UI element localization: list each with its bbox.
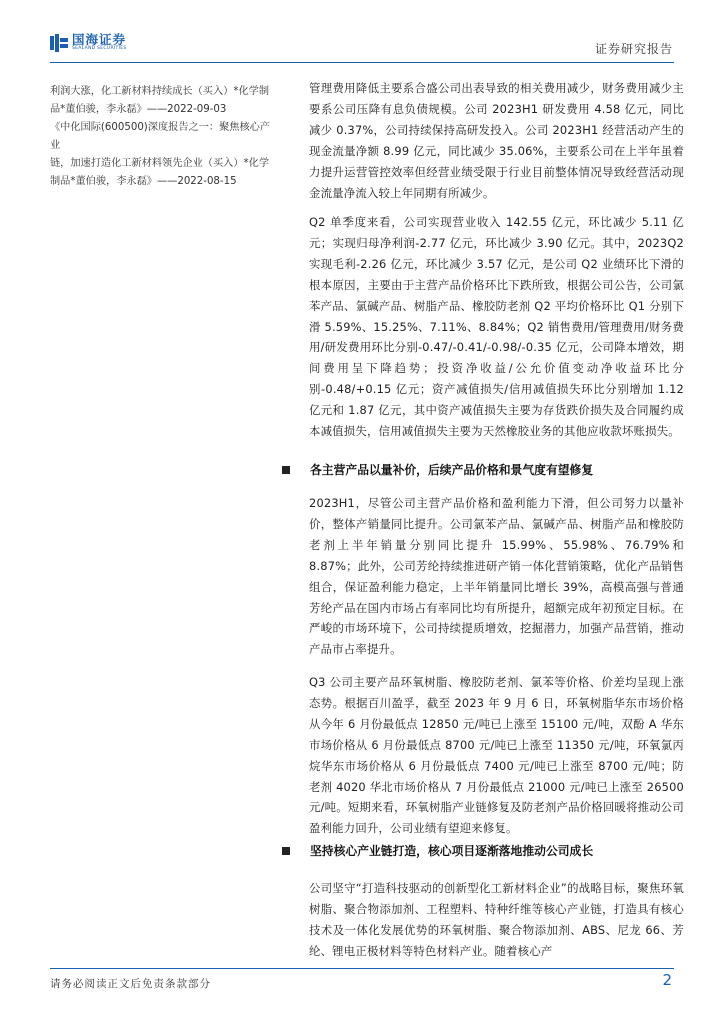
sidebar-line: 品*董伯骏，李永磊》——2022-09-03 bbox=[50, 104, 227, 115]
sealand-logo-icon bbox=[50, 34, 68, 52]
related-reports-sidebar bbox=[50, 83, 272, 191]
sealand-logo bbox=[50, 33, 127, 53]
square-bullet-icon bbox=[282, 466, 290, 474]
body-paragraph: 管理费用降低主要系合盛公司出表导致的相关费用减少，财务费用减少主要系公司压降有息负债规模。公司 2023H1 研发费用 4.58 亿元，同比减少 0.37%，公司持续保持高研发投入。公司 2023H1 经营活动产生的现金流量净额 8.99 亿元，同比减少 35.06%，主要系公司在上半年虽着力提升运营管控效率但经营业绩受限于行业目前整体情况导致经营活动现金流量净流入较上年同期有所减少。 bbox=[309, 81, 684, 200]
body-paragraph: Q2 单季度来看，公司实现营业收入 142.55 亿元，环比减少 5.11 亿元；实现归母净利润-2.77 亿元，环比减少 3.90 亿元。其中，2023Q2 实现毛利-2.26 亿元，环比减少 3.57 亿元，是公司 Q2 业绩环比下滑的根本原因，主要由于主营产品价格环比下跌所致，根据公司公告，公司氯苯产品、氯碱产品、树脂产品、橡胶防老剂 Q2 平均价格环比 Q1 分别下滑 5.59%、15.25%、7.11%、8.84%；Q2 销售费用/管理费用/财务费用/研发费用环比分别-0.47/-0.41/-0.98/-0.35 亿元，公司降本增效，期间费用呈下降趋势；投资净收益/公允价值变动净收益环比分别-0.48/+0.15 亿元；资产减值损失/信用减值损失环比分别增加 1.12 亿元和 1.87 亿元，其中资产减值损失主要为存货跌价损失及合同履约成本减值损失，信用减值损失主要为天然橡胶业务的其他应收款坏账损失。 bbox=[309, 215, 684, 439]
header-divider bbox=[50, 62, 674, 63]
logo-text-en: SEALAND SECURITIES bbox=[72, 46, 127, 51]
section-heading bbox=[282, 461, 593, 478]
body-paragraph: Q3 公司主要产品环氧树脂、橡胶防老剂、氯苯等价格、价差均呈现上涨态势。根据百川盈孚，截至 2023 年 9 月 6 日，环氧树脂华东市场价格从今年 6 月份最低点 12850 元/吨已上涨至 15100 元/吨，双酚 A 华东市场价格从 6 月份最低点 8700 元/吨已上涨至 11350 元/吨，环氧氯丙烷华东市场价格从 6 月份最低点 7400 元/吨已上涨至 8700 元/吨；防老剂 4020 华北市场价格从 7 月份最低点 21000 元/吨已上涨至 26500 元/吨。短期来看，环氧树脂产业链修复及防老剂产品价格回暖将推动公司盈利能力回升，公司业绩有望迎来修复。 bbox=[309, 675, 684, 836]
sidebar-line: 制品*董伯骏，李永磊》——2022-08-15 bbox=[50, 176, 237, 187]
logo-text-cn: 国海证券 bbox=[72, 32, 127, 47]
sidebar-line: 链，加速打造化工新材料领先企业（买入）*化学 bbox=[50, 158, 270, 169]
square-bullet-icon bbox=[282, 847, 290, 855]
sidebar-line: 利润大涨，化工新材料持续成长（买入）*化学制 bbox=[50, 86, 270, 97]
disclaimer-note: 请务必阅读正文后免责条款部分 bbox=[50, 978, 211, 990]
body-paragraph: 公司坚守“打造科技驱动的创新型化工新材料企业”的战略目标，聚焦环氧树脂、聚合物添加剂、工程塑料、特种纤维等核心产业链，打造具有核心技术及一体化发展优势的环氧树脂、聚合物添加剂、ABS、尼龙 66、芳纶、锂电正极材料等特色材料产业。随着核心产 bbox=[309, 881, 684, 958]
sidebar-line: 《中化国际(600500)深度报告之一：聚焦核心产业 bbox=[50, 122, 271, 151]
page-number: 2 bbox=[662, 971, 672, 989]
section-heading bbox=[282, 842, 593, 859]
body-paragraph: 2023H1，尽管公司主营产品价格和盈利能力下滑，但公司努力以量补价，整体产销量同比提升。公司氯苯产品、氯碱产品、树脂产品和橡胶防老剂上半年销量分别同比提升 15.99%、55.98%、76.79%和 8.87%；此外，公司芳纶持续推进研产销一体化营销策略，优化产品销售组合，保证盈利能力稳定，上半年销量同比增长 39%，高模高强与普通芳纶产品在国内市场占有率同比均有所提升，超额完成年初预定目标。在严峻的市场环境下，公司持续提质增效，挖掘潜力，加强产品营销，推动产品市占率提升。 bbox=[309, 496, 684, 657]
footer-divider bbox=[50, 968, 674, 969]
document-type-label: 证券研究报告 bbox=[594, 42, 673, 56]
section-heading-text: 各主营产品以量补价，后续产品价格和景气度有望修复 bbox=[310, 463, 594, 477]
section-heading-text: 坚持核心产业链打造，核心项目逐渐落地推动公司成长 bbox=[310, 844, 594, 858]
